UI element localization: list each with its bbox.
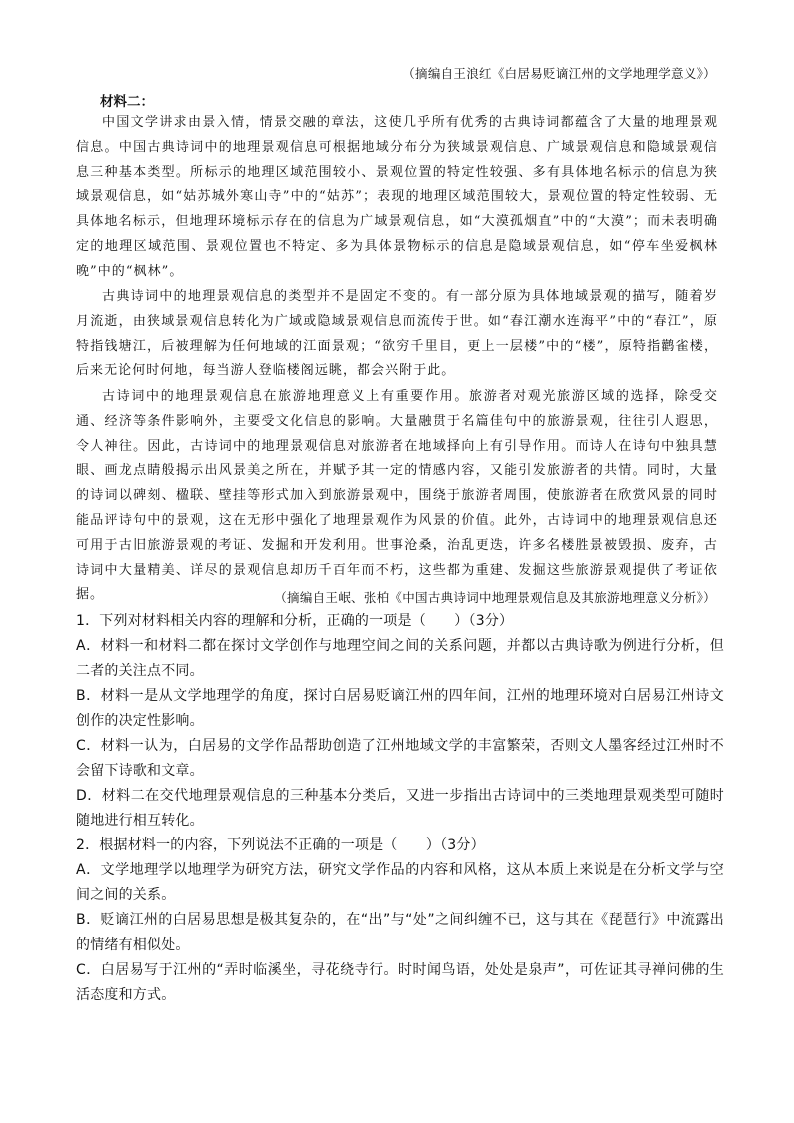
material-2-paragraph-1: 中国文学讲求由景入情，情景交融的章法，这使几乎所有优秀的古典诗词都蕴含了大量的地理景观信息。中国古典诗词中的地理景观信息可根据地域分布分为狭域景观信息、广域景观信息和隐域景观信息三种基本类型。所标示的地理区域范围较小、景观位置的特定性较强、多有具体地名标示的信息为狭域景观信息，如“姑苏城外寒山寺”中的“姑苏”；表现的地理区域范围较大，景观位置的特定性较弱、无具体地名标示，但地理环境标示存在的信息为广域景观信息，如“大漠孤烟直”中的“大漠”；而未表明确定的地理区域范围、景观位置也不特定、多为具体景物标示的信息是隐域景观信息，如“停车坐爱枫林晚”中的“枫林”。 — [76, 115, 718, 279]
question-2-option-a[interactable]: A．文学地理学以地理学为研究方法，研究文学作品的内容和风格，这从本质上来说是在分析文学与空间之间的关系。 — [76, 862, 724, 903]
question-1-option-c[interactable]: C．材料一认为，白居易的文学作品帮助创造了江州地域文学的丰富繁荣，否则文人墨客经过江州时不会留下诗歌和文章。 — [76, 738, 724, 779]
question-1-stem: 1．下列对材料相关内容的理解和分析，正确的一项是（ ）（3分） — [76, 613, 514, 629]
material-1-source-citation: （摘编自王浪红《白居易贬谪江州的文学地理学意义》） — [402, 66, 716, 81]
question-2-option-c[interactable]: C．白居易写于江州的“弄时临溪坐，寻花绕寺行。时时闻鸟语，处处是泉声”，可佐证其寻禅问佛的生活态度和方式。 — [76, 962, 724, 1003]
question-1-option-d[interactable]: D．材料二在交代地理景观信息的三种基本分类后，又进一步指出古诗词中的三类地理景观类型可随时随地进行相互转化。 — [76, 788, 724, 829]
question-1-option-a[interactable]: A．材料一和材料二都在探讨文学创作与地理空间之间的关系问题，并都以古典诗歌为例进行分析，但二者的关注点不同。 — [76, 638, 724, 679]
question-1-option-b[interactable]: B．材料一是从文学地理学的角度，探讨白居易贬谪江州的四年间，江州的地理环境对白居易江州诗文创作的决定性影响。 — [76, 688, 724, 729]
material-2-source-citation: （摘编自王岷、张柏《中国古典诗词中地理景观信息及其旅游地理意义分析》） — [274, 590, 716, 605]
material-2-title: 材料二： — [100, 94, 154, 110]
material-2-paragraph-3: 古诗词中的地理景观信息在旅游地理意义上有重要作用。旅游者对观光旅游区域的选择，除受交通、经济等条件影响外，主要受文化信息的影响。大量融贯于名篇佳句中的旅游景观，往往引人遐思，令人神往。因此，古诗词中的地理景观信息对旅游者在地域择向上有引导作用。而诗人在诗句中独具慧眼、画龙点睛般揭示出风景美之所在，并赋予其一定的情感内容，又能引发旅游者的共情。同时，大量的诗词以碑刻、楹联、壁挂等形式加入到旅游景观中，围绕于旅游者周围，使旅游者在欣赏风景的同时能品评诗句中的景观，这在无形中强化了地理景观作为风景的价值。此外，古诗词中的地理景观信息还可用于古旧旅游景观的考证、发掘和开发利用。世事沧桑，治乱更迭，许多名楼胜景被毁损、废弃，古诗词中大量精美、详尽的景观信息却历千百年而不朽，这些都为重建、发掘这些旅游景观提供了考证依据。 — [76, 389, 718, 603]
question-2-option-b[interactable]: B．贬谪江州的白居易思想是极其复杂的，在“出”与“处”之间纠缠不已，这与其在《琵琶行》中流露出的情绪有相似处。 — [76, 912, 724, 953]
material-2-paragraph-2: 古典诗词中的地理景观信息的类型并不是固定不变的。有一部分原为具体地域景观的描写，随着岁月流逝，由狭域景观信息转化为广域或隐域景观信息而流传于世。如“春江潮水连海平”中的“春江”，原特指钱塘江，后被理解为任何地域的江面景观；“欲穷千里目，更上一层楼”中的“楼”，原特指鹳雀楼，后来无论何时何地，每当游人登临楼阁远眺，都会兴附于此。 — [76, 289, 718, 379]
question-2-stem: 2．根据材料一的内容，下列说法不正确的一项是（ ）（3分） — [76, 837, 485, 853]
